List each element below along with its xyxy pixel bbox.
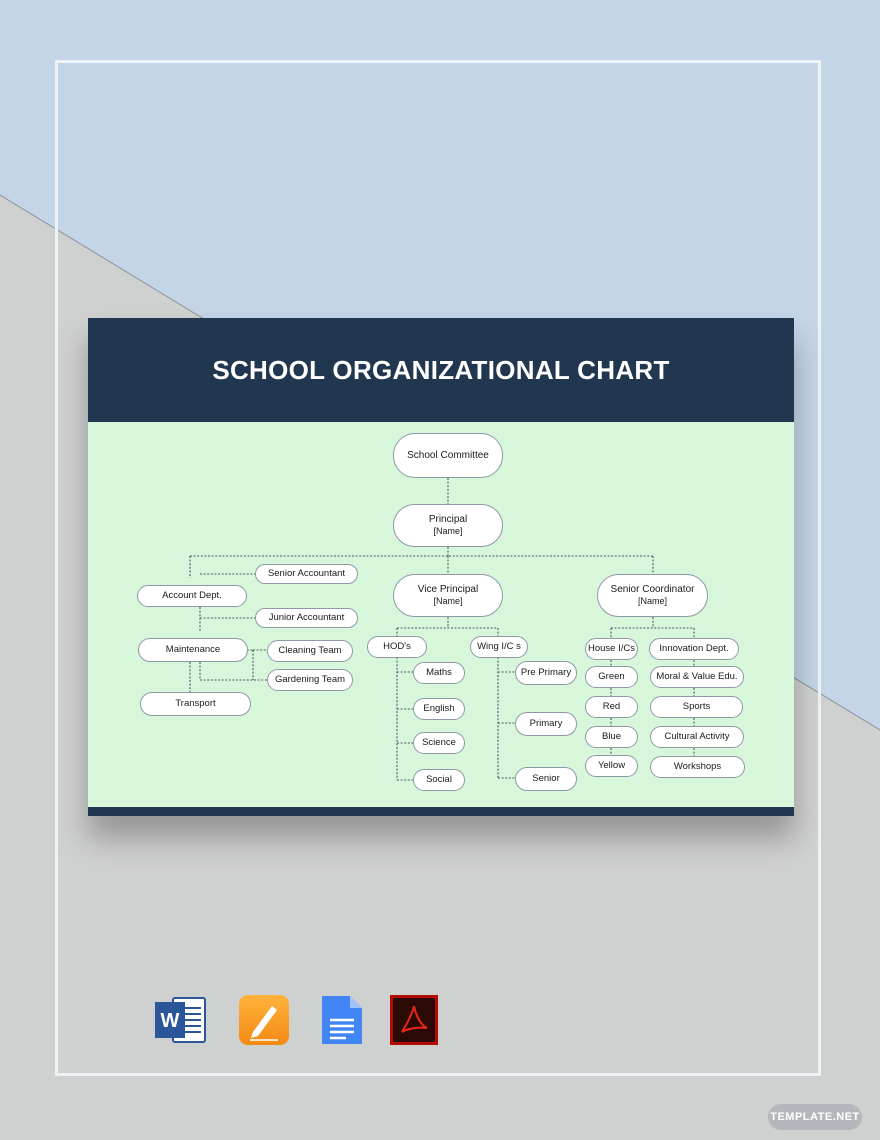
google-docs-icon[interactable] bbox=[316, 994, 368, 1046]
pages-icon[interactable] bbox=[238, 994, 290, 1046]
node-name-placeholder: [Name] bbox=[637, 596, 667, 607]
chart-footer-bar bbox=[88, 807, 794, 816]
node-gardening-team bbox=[267, 669, 353, 691]
node-label: Maths bbox=[426, 666, 452, 678]
node-label: Principal bbox=[428, 514, 468, 526]
node-vice-principal bbox=[393, 574, 503, 617]
node-label: Social bbox=[426, 773, 452, 785]
node-cleaning-team bbox=[267, 640, 353, 662]
node-label: Cultural Activity bbox=[664, 730, 730, 742]
pdf-icon[interactable] bbox=[388, 994, 440, 1046]
node-label: Primary bbox=[529, 717, 563, 729]
node-science bbox=[413, 732, 465, 754]
node-label: Maintenance bbox=[165, 643, 221, 655]
node-red bbox=[585, 696, 638, 718]
node-label: Moral & Value Edu. bbox=[656, 670, 738, 682]
node-principal bbox=[393, 504, 503, 547]
node-yellow bbox=[585, 755, 638, 777]
node-label: Junior Accountant bbox=[268, 611, 345, 623]
node-label: English bbox=[423, 702, 455, 714]
template-net-watermark: TEMPLATE.NET bbox=[768, 1104, 862, 1130]
node-label: Sports bbox=[682, 700, 711, 712]
node-moral-value-edu bbox=[650, 666, 744, 688]
node-label: HOD's bbox=[383, 640, 411, 652]
chart-title: SCHOOL ORGANIZATIONAL CHART bbox=[212, 354, 670, 385]
node-label: Account Dept. bbox=[162, 589, 222, 601]
node-pre-primary bbox=[515, 661, 577, 685]
node-hods bbox=[367, 636, 427, 658]
word-icon[interactable] bbox=[155, 994, 207, 1046]
node-house-ics bbox=[585, 638, 638, 660]
node-label: Senior Accountant bbox=[267, 567, 346, 579]
node-label: Senior bbox=[532, 772, 560, 784]
node-senior-accountant bbox=[255, 564, 358, 584]
node-senior-coordinator bbox=[597, 574, 708, 617]
node-label: Workshops bbox=[673, 760, 722, 772]
node-label: Science bbox=[422, 736, 456, 748]
node-blue bbox=[585, 726, 638, 748]
node-social bbox=[413, 769, 465, 791]
node-label: Wing I/C s bbox=[477, 640, 521, 652]
node-junior-accountant bbox=[255, 608, 358, 628]
chart-card bbox=[88, 318, 794, 816]
node-label: Senior Coordinator bbox=[610, 584, 695, 596]
node-sports bbox=[650, 696, 743, 718]
node-label: School Committee bbox=[407, 450, 489, 461]
node-cultural-activity bbox=[650, 726, 744, 748]
node-primary bbox=[515, 712, 577, 736]
node-label: Yellow bbox=[597, 759, 626, 771]
node-label: Gardening Team bbox=[274, 673, 346, 685]
node-label: Cleaning Team bbox=[278, 644, 342, 656]
node-workshops bbox=[650, 756, 745, 778]
node-transport bbox=[140, 692, 251, 716]
node-maths bbox=[413, 662, 465, 684]
node-senior bbox=[515, 767, 577, 791]
node-school-committee bbox=[393, 433, 503, 478]
node-wing-ics bbox=[470, 636, 528, 658]
node-label: Transport bbox=[175, 697, 216, 709]
node-label: Innovation Dept. bbox=[659, 642, 729, 654]
node-label: Green bbox=[598, 670, 625, 682]
node-english bbox=[413, 698, 465, 720]
node-label: Blue bbox=[601, 730, 621, 742]
node-account-dept bbox=[137, 585, 247, 607]
node-innovation-dept bbox=[649, 638, 739, 660]
node-name-placeholder: [Name] bbox=[433, 526, 463, 537]
svg-text:W: W bbox=[160, 1010, 180, 1032]
node-maintenance bbox=[138, 638, 248, 662]
node-label: Pre Primary bbox=[520, 666, 572, 678]
node-label: Red bbox=[602, 700, 621, 712]
node-name-placeholder: [Name] bbox=[433, 596, 463, 607]
node-label: Vice Principal bbox=[417, 584, 479, 596]
node-green bbox=[585, 666, 638, 688]
node-label: House I/Cs bbox=[588, 642, 635, 654]
